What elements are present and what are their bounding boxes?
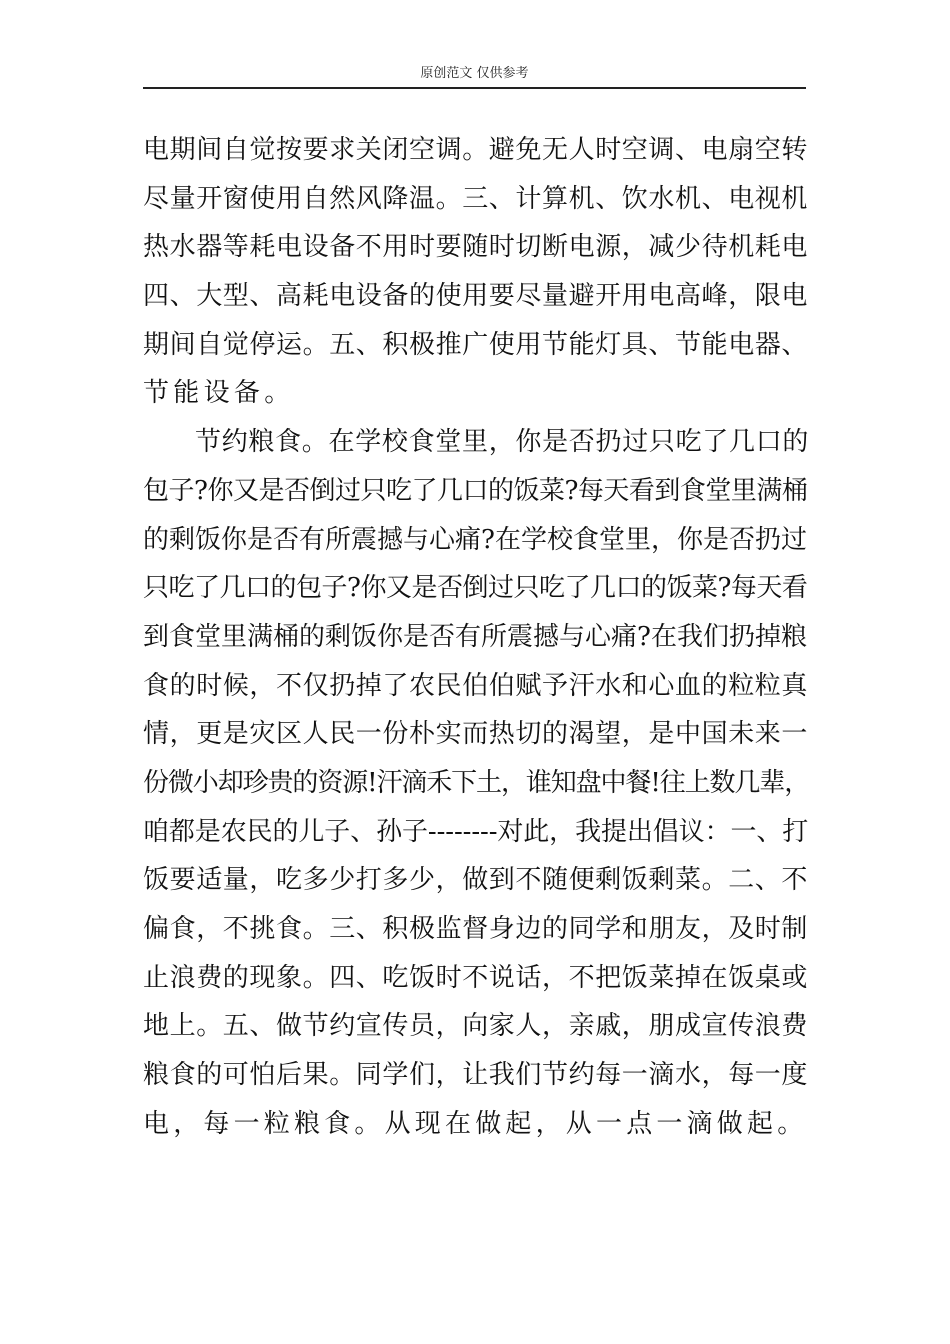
text-line: 电期间自觉按要求关闭空调。避免无人时空调、电扇空转 xyxy=(143,135,809,165)
text-line: 节能设备。 xyxy=(143,378,295,409)
text-line: 期间自觉停运。五、积极推广使用节能灯具、节能电器、 xyxy=(143,329,809,360)
text-line: 食的时候，不仅扔掉了农民伯伯赋予汗水和心血的粒粒真 xyxy=(143,670,809,701)
document-body xyxy=(143,126,810,1148)
paragraph-first-line: 节约粮食。在学校食堂里，你是否扔过只吃了几口的 xyxy=(195,427,810,458)
text-line: 电，每一粒粮食。从现在做起，从一点一滴做起。 xyxy=(143,1108,808,1139)
text-line: 粮食的可怕后果。同学们，让我们节约每一滴水，每一度 xyxy=(143,1060,809,1091)
text-line: 包子?你又是否倒过只吃了几口的饭菜?每天看到食堂里满桶 xyxy=(143,475,808,506)
text-line: 的剩饭你是否有所震撼与心痛?在学校食堂里，你是否扔过 xyxy=(143,524,807,555)
header-text: 原创范文 仅供参考 xyxy=(420,66,529,81)
page-header xyxy=(143,62,806,89)
text-line: 饭要适量，吃多少打多少，做到不随便剩饭剩菜。二、不 xyxy=(143,865,809,896)
text-line: 到食堂里满桶的剩饭你是否有所震撼与心痛?在我们扔掉粮 xyxy=(143,621,807,652)
text-line: 热水器等耗电设备不用时要随时切断电源，减少待机耗电 xyxy=(143,232,809,263)
text-line: 咱都是农民的儿子、孙子--------对此，我提出倡议：一、打 xyxy=(143,816,809,847)
text-line: 四、大型、高耗电设备的使用要尽量避开用电高峰，限电 xyxy=(143,281,809,312)
text-line: 尽量开窗使用自然风降温。三、计算机、饮水机、电视机 xyxy=(143,183,809,214)
text-line: 止浪费的现象。四、吃饭时不说话，不把饭菜掉在饭桌或 xyxy=(143,962,809,993)
text-line: 情，更是灾区人民一份朴实而热切的渴望，是中国未来一 xyxy=(143,719,809,750)
text-line: 只吃了几口的包子?你又是否倒过只吃了几口的饭菜?每天看 xyxy=(143,573,808,604)
text-line: 偏食，不挑食。三、积极监督身边的同学和朋友，及时制 xyxy=(143,914,809,944)
text-line: 份微小却珍贵的资源!汗滴禾下土，谁知盘中餐!往上数几辈， xyxy=(143,767,810,798)
text-line: 地上。五、做节约宣传员，向家人，亲戚，朋成宣传浪费 xyxy=(143,1011,809,1042)
